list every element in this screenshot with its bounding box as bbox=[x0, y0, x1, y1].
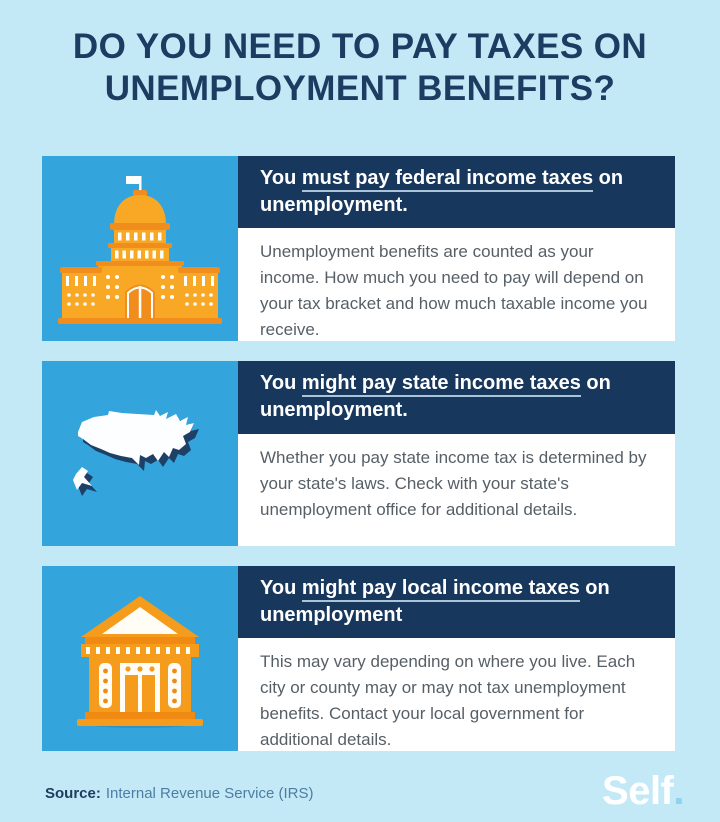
federal-heading bbox=[238, 156, 675, 228]
source-label: Source: bbox=[45, 785, 101, 802]
section-state-taxes bbox=[42, 361, 675, 546]
local-heading-suffix: on unemployment bbox=[260, 577, 610, 626]
source-text: Internal Revenue Service (IRS) bbox=[105, 785, 314, 802]
local-icon-box bbox=[42, 566, 238, 751]
federal-heading-suffix: on unemployment. bbox=[260, 167, 624, 216]
section-local-taxes bbox=[42, 566, 675, 751]
state-heading-prefix: You bbox=[260, 372, 302, 394]
page-title-line2: UNEMPLOYMENT BENEFITS? bbox=[104, 69, 616, 108]
page-title-line1: DO YOU NEED TO PAY TAXES ON bbox=[72, 27, 648, 66]
local-body-text: This may vary depending on where you live. Each city or county may or may not tax unemployment benefits. Contact your local government for additional details. bbox=[260, 652, 636, 749]
capitol-building-icon bbox=[56, 173, 224, 325]
state-heading-underlined: might pay state income taxes bbox=[302, 372, 581, 397]
federal-heading-underlined: must pay federal income taxes bbox=[302, 167, 593, 192]
federal-content bbox=[238, 156, 675, 341]
local-heading-underlined: might pay local income taxes bbox=[302, 577, 580, 602]
source-attribution bbox=[45, 785, 313, 802]
section-federal-taxes bbox=[42, 156, 675, 341]
state-content bbox=[238, 361, 675, 546]
federal-heading-prefix: You bbox=[260, 167, 302, 189]
sections-list bbox=[42, 156, 675, 751]
self-logo bbox=[602, 769, 684, 814]
federal-icon-box bbox=[42, 156, 238, 341]
local-content bbox=[238, 566, 675, 751]
usa-map-icon bbox=[62, 400, 218, 508]
state-body-text: Whether you pay state income tax is determined by your state's laws. Check with your state's unemployment office for additional details. bbox=[260, 448, 647, 519]
self-logo-text: Self bbox=[602, 769, 674, 813]
state-icon-box bbox=[42, 361, 238, 546]
state-heading bbox=[238, 361, 675, 434]
page-title bbox=[28, 26, 692, 110]
federal-body-text: Unemployment benefits are counted as your income. How much you need to pay will depend on your tax bracket and how much taxable income you receive. bbox=[260, 242, 648, 339]
local-heading-prefix: You bbox=[260, 577, 302, 599]
local-heading bbox=[238, 566, 675, 638]
state-heading-suffix: on unemployment. bbox=[260, 372, 611, 421]
self-logo-dot: . bbox=[673, 769, 684, 813]
bank-building-icon bbox=[65, 590, 215, 728]
